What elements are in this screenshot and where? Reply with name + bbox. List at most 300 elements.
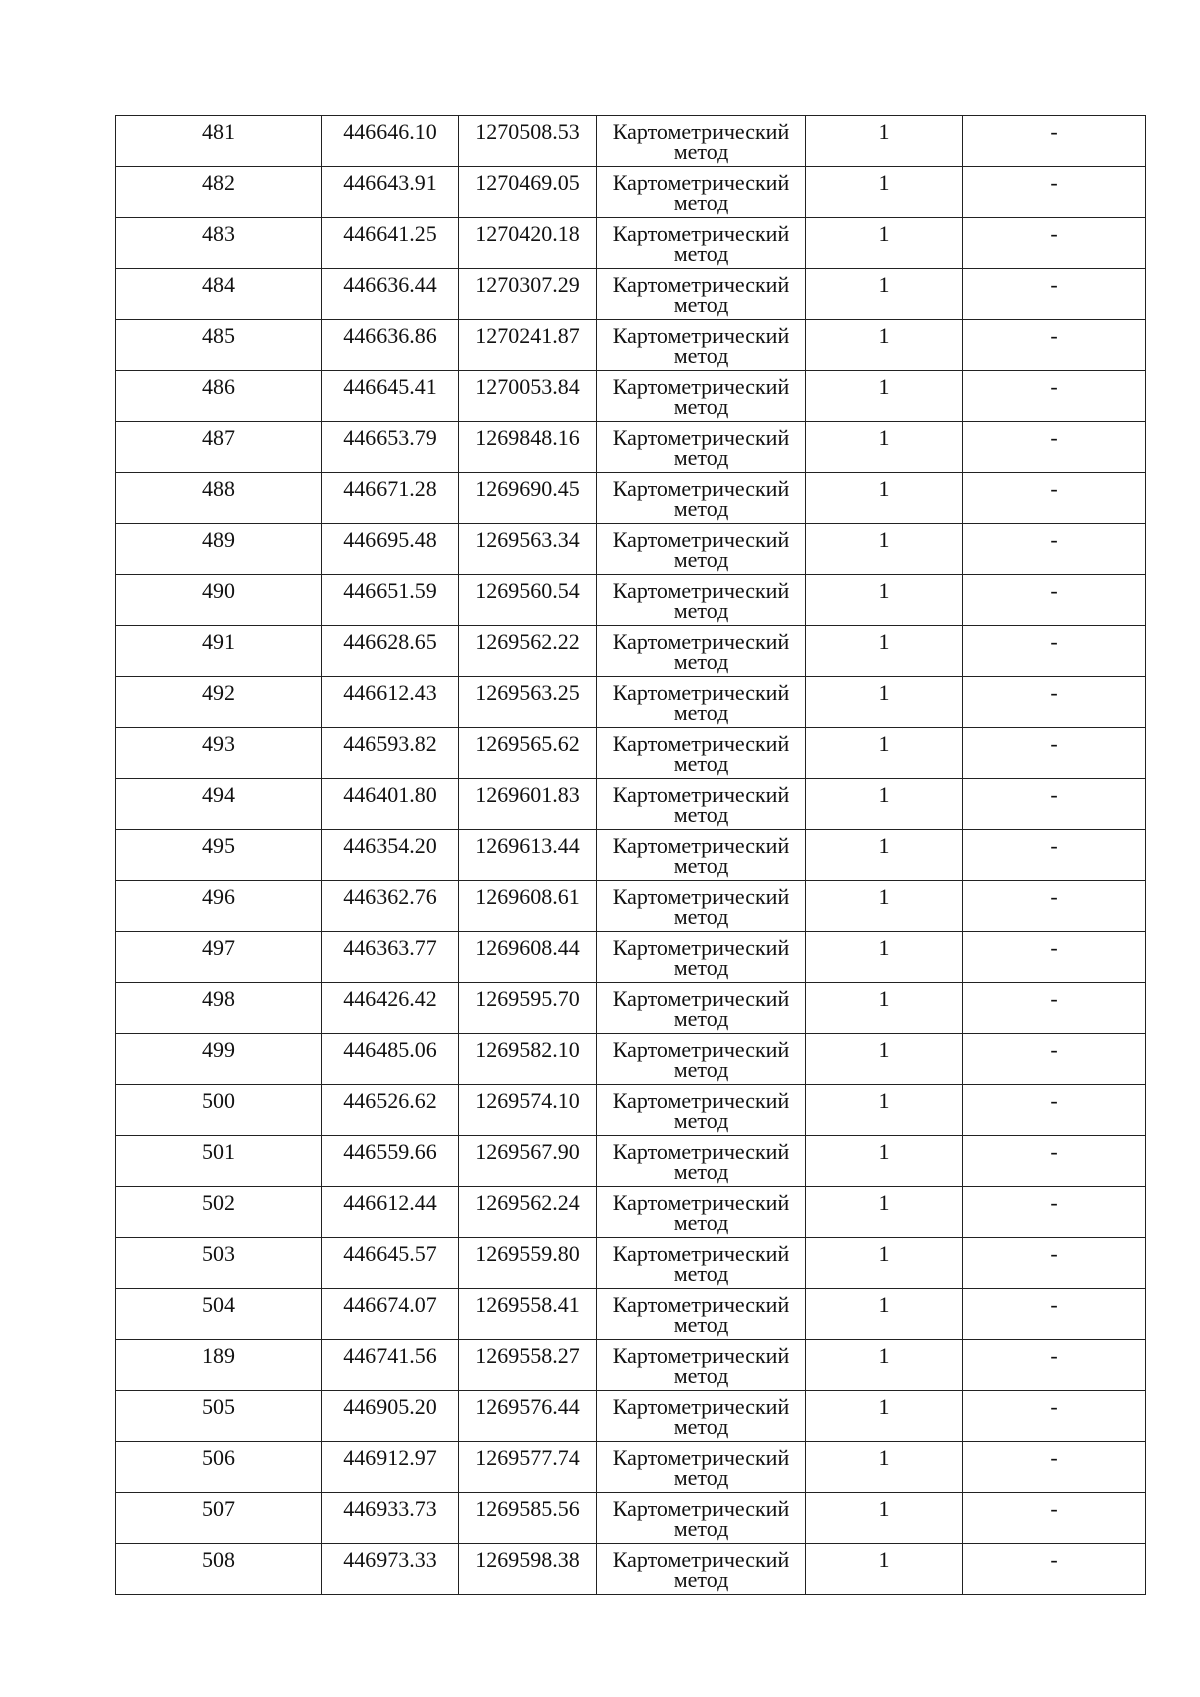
y-coordinate-value: 1269608.44 — [475, 935, 580, 960]
method-cell — [597, 1034, 806, 1085]
method-text-line-2: метод — [673, 1261, 729, 1286]
method-cell — [597, 1136, 806, 1187]
x-coordinate-value: 446645.57 — [343, 1241, 437, 1266]
table-row — [116, 1034, 1146, 1085]
point-number-cell — [116, 269, 322, 320]
y-coordinate-cell — [459, 422, 597, 473]
accuracy-cell — [806, 218, 963, 269]
y-coordinate-value: 1269613.44 — [475, 833, 580, 858]
note-value: - — [1050, 170, 1058, 195]
x-coordinate-cell — [322, 1493, 459, 1544]
method-cell — [597, 1238, 806, 1289]
table-row — [116, 320, 1146, 371]
note-value: - — [1050, 119, 1058, 144]
point-number-cell — [116, 1289, 322, 1340]
method-cell — [597, 218, 806, 269]
method-text-line-2: метод — [673, 802, 729, 827]
accuracy-value: 1 — [878, 1241, 890, 1266]
y-coordinate-cell — [459, 1085, 597, 1136]
note-cell — [963, 422, 1146, 473]
note-value: - — [1050, 1037, 1058, 1062]
y-coordinate-cell — [459, 575, 597, 626]
method-text-line-2: метод — [673, 1312, 729, 1337]
x-coordinate-value: 446646.10 — [343, 119, 437, 144]
method-cell — [597, 1391, 806, 1442]
point-number-cell — [116, 1085, 322, 1136]
method-text-line-1: Картометрический — [612, 629, 790, 654]
table-row — [116, 881, 1146, 932]
note-value: - — [1050, 1088, 1058, 1113]
method-cell — [597, 269, 806, 320]
point-number-value: 506 — [202, 1445, 235, 1470]
accuracy-cell — [806, 1289, 963, 1340]
note-value: - — [1050, 374, 1058, 399]
table-row — [116, 1544, 1146, 1595]
accuracy-cell — [806, 575, 963, 626]
accuracy-value: 1 — [878, 1394, 890, 1419]
method-text-line-2: метод — [673, 445, 729, 470]
note-cell — [963, 371, 1146, 422]
method-text-line-1: Картометрический — [612, 272, 790, 297]
note-cell — [963, 1340, 1146, 1391]
point-number-value: 492 — [202, 680, 235, 705]
accuracy-cell — [806, 320, 963, 371]
method-text-line-1: Картометрический — [612, 1496, 790, 1521]
x-coordinate-value: 446559.66 — [343, 1139, 437, 1164]
point-number-cell — [116, 320, 322, 371]
note-cell — [963, 320, 1146, 371]
method-text-line-1: Картометрический — [612, 1241, 790, 1266]
point-number-cell — [116, 1136, 322, 1187]
y-coordinate-value: 1270508.53 — [475, 119, 580, 144]
y-coordinate-cell — [459, 1544, 597, 1595]
table-row — [116, 575, 1146, 626]
method-cell — [597, 1340, 806, 1391]
method-text-line-1: Картометрический — [612, 833, 790, 858]
point-number-cell — [116, 932, 322, 983]
method-text-line-1: Картометрический — [612, 935, 790, 960]
method-cell — [597, 575, 806, 626]
note-cell — [963, 218, 1146, 269]
accuracy-value: 1 — [878, 476, 890, 501]
method-text-line-2: метод — [673, 190, 729, 215]
accuracy-value: 1 — [878, 527, 890, 552]
method-text-line-2: метод — [673, 139, 729, 164]
method-text-line-2: метод — [673, 1210, 729, 1235]
method-text-line-2: метод — [673, 343, 729, 368]
accuracy-cell — [806, 830, 963, 881]
y-coordinate-cell — [459, 1340, 597, 1391]
y-coordinate-value: 1269577.74 — [475, 1445, 580, 1470]
x-coordinate-cell — [322, 626, 459, 677]
table-row — [116, 1085, 1146, 1136]
point-number-value: 485 — [202, 323, 235, 348]
note-cell — [963, 932, 1146, 983]
note-cell — [963, 779, 1146, 830]
y-coordinate-value: 1269608.61 — [475, 884, 580, 909]
accuracy-cell — [806, 422, 963, 473]
note-cell — [963, 575, 1146, 626]
y-coordinate-cell — [459, 932, 597, 983]
y-coordinate-value: 1269562.24 — [475, 1190, 580, 1215]
method-text-line-2: метод — [673, 292, 729, 317]
x-coordinate-cell — [322, 1034, 459, 1085]
note-value: - — [1050, 884, 1058, 909]
point-number-cell — [116, 983, 322, 1034]
point-number-cell — [116, 1544, 322, 1595]
y-coordinate-value: 1270420.18 — [475, 221, 580, 246]
table-row — [116, 524, 1146, 575]
x-coordinate-cell — [322, 371, 459, 422]
table-row — [116, 983, 1146, 1034]
note-cell — [963, 1493, 1146, 1544]
point-number-value: 503 — [202, 1241, 235, 1266]
accuracy-cell — [806, 1085, 963, 1136]
method-cell — [597, 1085, 806, 1136]
method-text-line-1: Картометрический — [612, 425, 790, 450]
note-value: - — [1050, 1139, 1058, 1164]
method-cell — [597, 1442, 806, 1493]
accuracy-value: 1 — [878, 323, 890, 348]
accuracy-value: 1 — [878, 680, 890, 705]
table-row — [116, 779, 1146, 830]
point-number-cell — [116, 1238, 322, 1289]
note-cell — [963, 1034, 1146, 1085]
method-text-line-1: Картометрический — [612, 1547, 790, 1572]
point-number-cell — [116, 626, 322, 677]
note-cell — [963, 167, 1146, 218]
y-coordinate-cell — [459, 116, 597, 167]
table-row — [116, 269, 1146, 320]
table-row — [116, 1493, 1146, 1544]
accuracy-cell — [806, 116, 963, 167]
y-coordinate-value: 1269560.54 — [475, 578, 580, 603]
method-text-line-2: метод — [673, 904, 729, 929]
method-cell — [597, 1187, 806, 1238]
accuracy-value: 1 — [878, 833, 890, 858]
x-coordinate-value: 446636.44 — [343, 272, 437, 297]
method-text-line-1: Картометрический — [612, 1139, 790, 1164]
method-text-line-1: Картометрический — [612, 323, 790, 348]
point-number-cell — [116, 1340, 322, 1391]
accuracy-value: 1 — [878, 1190, 890, 1215]
accuracy-value: 1 — [878, 1037, 890, 1062]
table-row — [116, 932, 1146, 983]
point-number-value: 487 — [202, 425, 235, 450]
point-number-value: 498 — [202, 986, 235, 1011]
y-coordinate-cell — [459, 728, 597, 779]
method-text-line-1: Картометрический — [612, 170, 790, 195]
x-coordinate-value: 446401.80 — [343, 782, 437, 807]
x-coordinate-cell — [322, 1391, 459, 1442]
point-number-value: 504 — [202, 1292, 235, 1317]
x-coordinate-cell — [322, 1187, 459, 1238]
x-coordinate-value: 446526.62 — [343, 1088, 437, 1113]
note-cell — [963, 626, 1146, 677]
method-text-line-1: Картометрический — [612, 1292, 790, 1317]
point-number-cell — [116, 575, 322, 626]
point-number-cell — [116, 1493, 322, 1544]
point-number-value: 507 — [202, 1496, 235, 1521]
y-coordinate-cell — [459, 218, 597, 269]
y-coordinate-cell — [459, 1136, 597, 1187]
point-number-value: 488 — [202, 476, 235, 501]
method-cell — [597, 320, 806, 371]
y-coordinate-cell — [459, 830, 597, 881]
table-row — [116, 1442, 1146, 1493]
method-text-line-2: метод — [673, 853, 729, 878]
point-number-cell — [116, 422, 322, 473]
method-cell — [597, 728, 806, 779]
note-cell — [963, 1238, 1146, 1289]
note-value: - — [1050, 1292, 1058, 1317]
note-value: - — [1050, 680, 1058, 705]
y-coordinate-cell — [459, 320, 597, 371]
x-coordinate-value: 446973.33 — [343, 1547, 437, 1572]
accuracy-value: 1 — [878, 425, 890, 450]
note-cell — [963, 473, 1146, 524]
method-text-line-1: Картометрический — [612, 1343, 790, 1368]
method-text-line-1: Картометрический — [612, 731, 790, 756]
accuracy-cell — [806, 1493, 963, 1544]
y-coordinate-value: 1269848.16 — [475, 425, 580, 450]
point-number-value: 501 — [202, 1139, 235, 1164]
x-coordinate-cell — [322, 728, 459, 779]
method-cell — [597, 779, 806, 830]
y-coordinate-cell — [459, 1493, 597, 1544]
y-coordinate-cell — [459, 983, 597, 1034]
method-text-line-2: метод — [673, 1108, 729, 1133]
y-coordinate-cell — [459, 1391, 597, 1442]
point-number-cell — [116, 728, 322, 779]
accuracy-value: 1 — [878, 1292, 890, 1317]
accuracy-value: 1 — [878, 170, 890, 195]
note-value: - — [1050, 1547, 1058, 1572]
table-row — [116, 116, 1146, 167]
method-text-line-1: Картометрический — [612, 1088, 790, 1113]
point-number-cell — [116, 1034, 322, 1085]
x-coordinate-value: 446674.07 — [343, 1292, 437, 1317]
y-coordinate-value: 1270053.84 — [475, 374, 580, 399]
accuracy-cell — [806, 1187, 963, 1238]
method-text-line-1: Картометрический — [612, 1037, 790, 1062]
accuracy-value: 1 — [878, 1088, 890, 1113]
note-cell — [963, 1442, 1146, 1493]
method-text-line-2: метод — [673, 1159, 729, 1184]
method-text-line-1: Картометрический — [612, 884, 790, 909]
accuracy-cell — [806, 524, 963, 575]
y-coordinate-value: 1269601.83 — [475, 782, 580, 807]
x-coordinate-cell — [322, 677, 459, 728]
method-text-line-2: метод — [673, 1006, 729, 1031]
y-coordinate-cell — [459, 626, 597, 677]
y-coordinate-value: 1269562.22 — [475, 629, 580, 654]
y-coordinate-value: 1269567.90 — [475, 1139, 580, 1164]
point-number-cell — [116, 218, 322, 269]
y-coordinate-cell — [459, 677, 597, 728]
x-coordinate-cell — [322, 1136, 459, 1187]
method-text-line-1: Картометрический — [612, 119, 790, 144]
coordinates-table — [115, 115, 1146, 1595]
x-coordinate-cell — [322, 422, 459, 473]
accuracy-value: 1 — [878, 1139, 890, 1164]
method-text-line-1: Картометрический — [612, 680, 790, 705]
table-row — [116, 677, 1146, 728]
x-coordinate-cell — [322, 1544, 459, 1595]
method-text-line-1: Картометрический — [612, 527, 790, 552]
point-number-value: 483 — [202, 221, 235, 246]
point-number-value: 481 — [202, 119, 235, 144]
method-text-line-2: метод — [673, 1057, 729, 1082]
note-value: - — [1050, 1394, 1058, 1419]
accuracy-value: 1 — [878, 578, 890, 603]
x-coordinate-cell — [322, 167, 459, 218]
table-row — [116, 371, 1146, 422]
method-cell — [597, 983, 806, 1034]
method-cell — [597, 524, 806, 575]
method-text-line-2: метод — [673, 1363, 729, 1388]
point-number-value: 496 — [202, 884, 235, 909]
method-cell — [597, 116, 806, 167]
accuracy-cell — [806, 626, 963, 677]
y-coordinate-value: 1269598.38 — [475, 1547, 580, 1572]
accuracy-cell — [806, 1136, 963, 1187]
y-coordinate-cell — [459, 167, 597, 218]
x-coordinate-cell — [322, 575, 459, 626]
x-coordinate-cell — [322, 1289, 459, 1340]
method-cell — [597, 1544, 806, 1595]
y-coordinate-value: 1269576.44 — [475, 1394, 580, 1419]
point-number-value: 489 — [202, 527, 235, 552]
x-coordinate-value: 446354.20 — [343, 833, 437, 858]
x-coordinate-value: 446653.79 — [343, 425, 437, 450]
method-text-line-1: Картометрический — [612, 1190, 790, 1215]
point-number-cell — [116, 1391, 322, 1442]
method-text-line-1: Картометрический — [612, 221, 790, 246]
y-coordinate-value: 1269595.70 — [475, 986, 580, 1011]
note-value: - — [1050, 1190, 1058, 1215]
point-number-value: 497 — [202, 935, 235, 960]
table-row — [116, 1340, 1146, 1391]
accuracy-value: 1 — [878, 731, 890, 756]
y-coordinate-cell — [459, 269, 597, 320]
y-coordinate-value: 1269558.27 — [475, 1343, 580, 1368]
table-row — [116, 1391, 1146, 1442]
table-row — [116, 626, 1146, 677]
method-text-line-2: метод — [673, 394, 729, 419]
point-number-cell — [116, 677, 322, 728]
method-text-line-2: метод — [673, 751, 729, 776]
accuracy-cell — [806, 167, 963, 218]
note-cell — [963, 269, 1146, 320]
note-cell — [963, 524, 1146, 575]
table-row — [116, 830, 1146, 881]
table-row — [116, 1289, 1146, 1340]
note-value: - — [1050, 935, 1058, 960]
accuracy-value: 1 — [878, 935, 890, 960]
point-number-value: 490 — [202, 578, 235, 603]
x-coordinate-cell — [322, 1085, 459, 1136]
method-cell — [597, 167, 806, 218]
y-coordinate-cell — [459, 371, 597, 422]
method-text-line-2: метод — [673, 547, 729, 572]
y-coordinate-value: 1270241.87 — [475, 323, 580, 348]
table-row — [116, 1136, 1146, 1187]
method-cell — [597, 1493, 806, 1544]
method-cell — [597, 422, 806, 473]
table-row — [116, 473, 1146, 524]
y-coordinate-cell — [459, 524, 597, 575]
x-coordinate-value: 446912.97 — [343, 1445, 437, 1470]
method-text-line-1: Картометрический — [612, 986, 790, 1011]
x-coordinate-value: 446641.25 — [343, 221, 437, 246]
x-coordinate-value: 446645.41 — [343, 374, 437, 399]
x-coordinate-value: 446741.56 — [343, 1343, 437, 1368]
note-value: - — [1050, 527, 1058, 552]
accuracy-cell — [806, 269, 963, 320]
method-text-line-1: Картометрический — [612, 1394, 790, 1419]
point-number-cell — [116, 830, 322, 881]
accuracy-value: 1 — [878, 272, 890, 297]
x-coordinate-value: 446671.28 — [343, 476, 437, 501]
x-coordinate-cell — [322, 932, 459, 983]
method-text-line-1: Картометрический — [612, 374, 790, 399]
y-coordinate-value: 1270307.29 — [475, 272, 580, 297]
note-value: - — [1050, 731, 1058, 756]
accuracy-cell — [806, 983, 963, 1034]
x-coordinate-value: 446612.43 — [343, 680, 437, 705]
note-value: - — [1050, 782, 1058, 807]
accuracy-cell — [806, 371, 963, 422]
y-coordinate-value: 1269585.56 — [475, 1496, 580, 1521]
method-cell — [597, 1289, 806, 1340]
x-coordinate-cell — [322, 881, 459, 932]
point-number-cell — [116, 116, 322, 167]
accuracy-cell — [806, 1391, 963, 1442]
y-coordinate-value: 1269565.62 — [475, 731, 580, 756]
x-coordinate-cell — [322, 779, 459, 830]
x-coordinate-cell — [322, 983, 459, 1034]
method-text-line-1: Картометрический — [612, 1445, 790, 1470]
x-coordinate-value: 446651.59 — [343, 578, 437, 603]
accuracy-value: 1 — [878, 1445, 890, 1470]
accuracy-value: 1 — [878, 986, 890, 1011]
accuracy-value: 1 — [878, 884, 890, 909]
x-coordinate-cell — [322, 524, 459, 575]
note-cell — [963, 1544, 1146, 1595]
note-value: - — [1050, 1445, 1058, 1470]
x-coordinate-value: 446636.86 — [343, 323, 437, 348]
y-coordinate-cell — [459, 1442, 597, 1493]
table-row — [116, 422, 1146, 473]
accuracy-cell — [806, 1544, 963, 1595]
point-number-value: 486 — [202, 374, 235, 399]
note-cell — [963, 1085, 1146, 1136]
method-cell — [597, 371, 806, 422]
note-cell — [963, 1289, 1146, 1340]
point-number-cell — [116, 779, 322, 830]
method-text-line-2: метод — [673, 496, 729, 521]
point-number-cell — [116, 371, 322, 422]
point-number-value: 499 — [202, 1037, 235, 1062]
method-text-line-1: Картометрический — [612, 476, 790, 501]
table-row — [116, 218, 1146, 269]
x-coordinate-cell — [322, 1238, 459, 1289]
table-row — [116, 1238, 1146, 1289]
y-coordinate-cell — [459, 1034, 597, 1085]
method-text-line-2: метод — [673, 1465, 729, 1490]
note-value: - — [1050, 986, 1058, 1011]
